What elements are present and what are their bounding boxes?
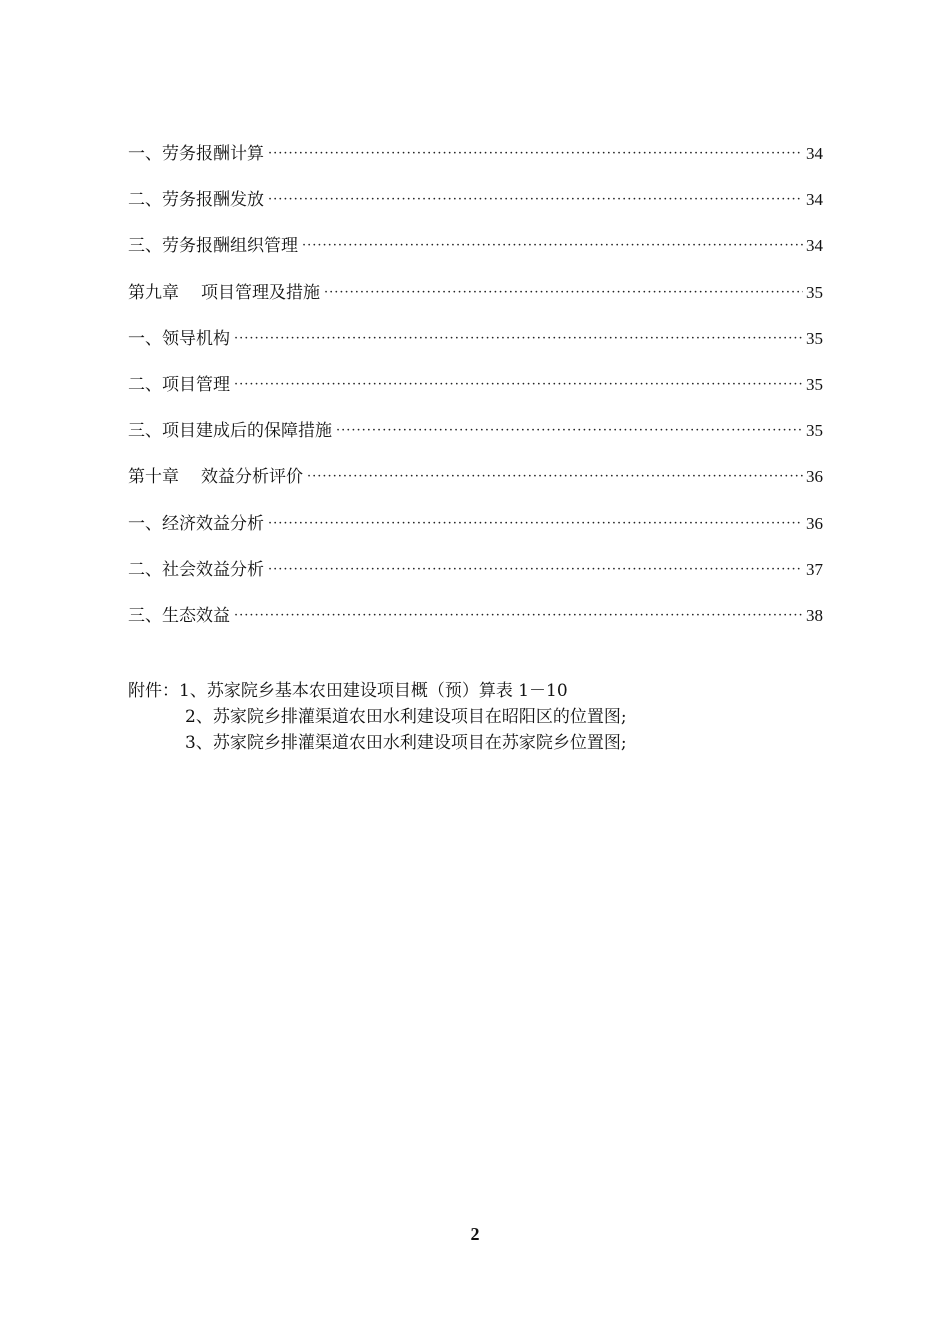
toc-entry-page: 35 [806,374,823,394]
toc-entry-label: 三、项目建成后的保障措施 [128,421,332,442]
toc-entry-page: 35 [806,328,823,348]
toc-entry-label: 一、经济效益分析 [128,513,264,534]
attachments-prefix: 附件： [128,681,179,701]
toc-chapter-label [128,277,324,309]
toc-entry[interactable] [128,600,823,646]
toc-leader-dots [234,369,803,401]
toc-chapter-number: 第十章 [128,467,179,488]
attachment-item [128,730,828,756]
toc-entry-label: 一、劳务报酬计算 [128,144,264,164]
toc-chapter-entry[interactable] [128,461,823,507]
toc-entry[interactable] [128,415,823,461]
toc-entry-page: 34 [806,144,823,163]
toc-entry-page: 38 [806,605,823,625]
toc-entry-page: 34 [806,236,823,256]
toc-entry-label: 一、领导机构 [128,328,230,349]
toc-chapter-number: 第九章 [128,282,179,303]
attachments-list [128,678,828,756]
toc-entry[interactable] [128,138,823,184]
toc-chapter-title: 效益分析评价 [201,467,303,488]
toc-entry[interactable] [128,369,823,415]
toc-entry[interactable] [128,230,823,276]
toc-leader-dots [336,415,803,447]
toc-chapter-label [128,461,307,493]
toc-entry[interactable] [128,184,823,230]
toc-entry-label: 三、劳务报酬组织管理 [128,236,298,257]
toc-leader-dots [302,230,803,262]
toc-leader-dots [324,277,803,309]
toc-entry-page: 35 [806,421,823,441]
toc-chapter-title: 项目管理及措施 [201,282,320,303]
attachment-item-text: 1、苏家院乡基本农田建设项目概（预）算表 1－10 [179,681,568,701]
toc-leader-dots [268,554,803,586]
toc-entry-label: 二、项目管理 [128,374,230,395]
toc-leader-dots [234,323,803,355]
toc-entry[interactable] [128,323,823,369]
toc-leader-dots [234,600,803,632]
attachment-item-text: 3、苏家院乡排灌渠道农田水利建设项目在苏家院乡位置图; [185,733,627,753]
toc-leader-dots [268,184,803,216]
toc-leader-dots [268,138,803,170]
attachment-item [128,704,828,730]
toc-entry[interactable] [128,508,823,554]
toc-leader-dots [268,508,803,540]
toc-entry-page: 37 [806,559,823,579]
toc-leader-dots [307,461,803,493]
toc-entry-label: 二、社会效益分析 [128,559,264,580]
toc-entry-page: 36 [806,513,823,533]
toc-entry-page: 36 [806,467,823,487]
attachment-item [128,678,828,704]
attachment-item-text: 2、苏家院乡排灌渠道农田水利建设项目在昭阳区的位置图; [185,707,627,727]
toc-chapter-entry[interactable] [128,277,823,323]
toc-entry-page: 35 [806,282,823,302]
toc-entry[interactable] [128,554,823,600]
toc-entry-page: 34 [806,190,823,210]
table-of-contents [128,138,823,646]
page-number: 2 [470,1224,480,1244]
toc-entry-label: 三、生态效益 [128,605,230,626]
toc-entry-label: 二、劳务报酬发放 [128,190,264,211]
